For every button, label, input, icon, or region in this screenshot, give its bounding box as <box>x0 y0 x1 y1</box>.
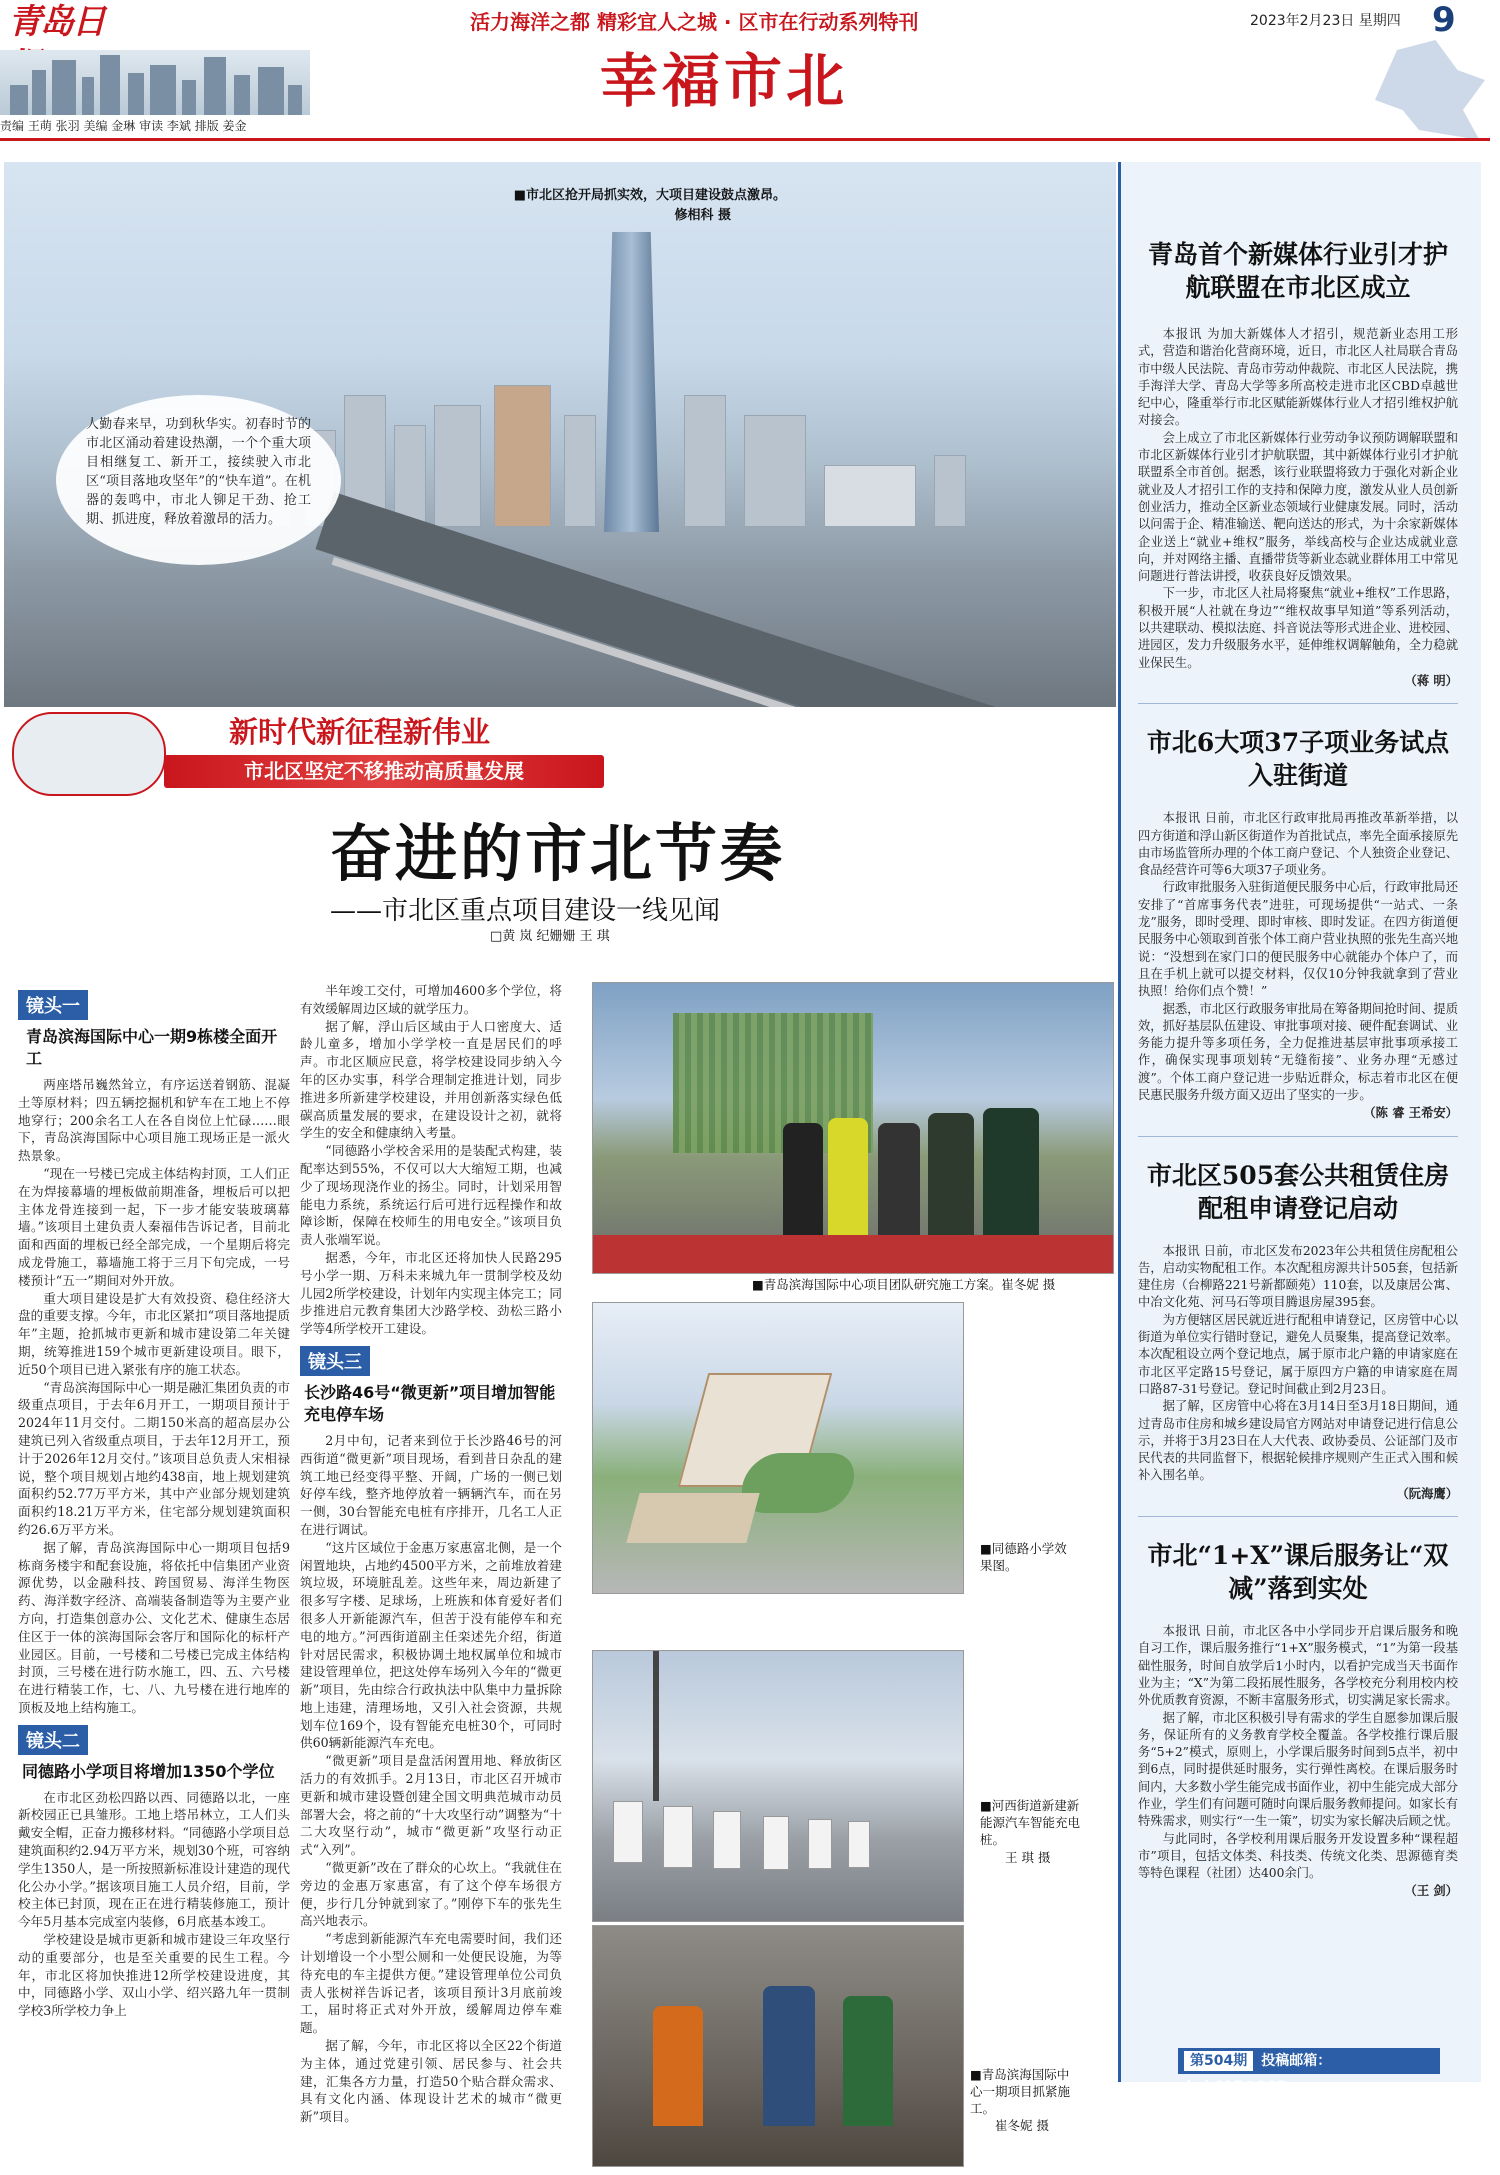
paragraph: 学校建设是城市更新和城市建设三年攻坚行动的重要部分，也是至关重要的民生工程。今年，市北区将加快推进12所学校建设进度，其中，同德路小学、双山小学、绍兴路九年一贯制学校3所学校力争上 <box>18 1932 290 2019</box>
photo-school-rendering <box>592 1302 964 1594</box>
article-column-1 <box>18 990 290 2020</box>
section-tag-3: 镜头三 <box>300 1346 370 1376</box>
paragraph: 半年竣工交付，可增加4600多个学位，将有效缓解周边区域的就学压力。 <box>300 983 562 1016</box>
article-column-2 <box>300 982 562 2126</box>
article-subtitle: ——市北区重点项目建设一线见闻 <box>330 896 721 926</box>
section-body-2-continued <box>300 982 562 1338</box>
header-skyline-image <box>0 50 310 115</box>
header-divider <box>0 138 1490 141</box>
banner-line1: 新时代新征程新伟业 <box>229 715 491 749</box>
paragraph: “青岛滨海国际中心一期是融汇集团负责的市级重点项目，于去年6月开工，一期项目预计于2024年11月交付。二期150米高的超高层办公建筑已列入省级重点项目，于去年12月开工，预计于2026年12月交付。”该项目总负责人宋相禄说，整个项目规划占地约438亩，地上规划建筑面积约52.77万平方米，其中产业部分规划建筑面积约18.21万平方米，住宅部分规划建筑面积约26.6万平方米。 <box>18 1379 290 1537</box>
photo-caption-4: ■青岛滨海国际中心一期项目抓紧施工。 <box>970 2067 1071 2116</box>
paragraph: 本报讯 为加大新媒体人才招引，规范新业态用工形式，营造和谐治化营商环境，近日，市北区人社局联合青岛市中级人民法院、青岛市劳动仲裁院、市北区人民法院，携手海洋大学、青岛大学等多所高校走进市北区CBD卓越世纪中心，隆重举行市北区赋能新媒体行业人才招引维权护航对接会。 <box>1138 327 1458 428</box>
sidebar-news-4-body <box>1138 1623 1458 1882</box>
header-slogan: 活力海洋之都 精彩宜人之城 · 区市在行动系列特刊 <box>470 10 919 34</box>
paragraph: 据了解，今年，市北区将以全区22个街道为主体，通过党建引领、居民参与、社会共建，汇集各方力量，打造50个贴合群众需求、具有文化内涵、体现设计艺术的城市“微更新”项目。 <box>300 2038 562 2125</box>
paragraph: 据悉，今年，市北区还将加快人民路295号小学一期、万科未来城九年一贯制学校及幼儿园2所学校建设，计划年内实现主体完工；同步推进启元教育集团大沙路学校、劲松三路小学等4所学校开工建设。 <box>300 1249 562 1337</box>
sidebar-news-3-body <box>1138 1243 1458 1485</box>
photo-caption-1: ■青岛滨海国际中心项目团队研究施工方案。崔冬妮 摄 <box>752 1277 1056 1292</box>
photo-credit-4: 崔冬妮 摄 <box>995 2118 1049 2133</box>
banner-line2: 市北区坚定不移推动高质量发展 <box>164 755 604 788</box>
section-body-2 <box>18 1789 290 2020</box>
paragraph: 据了解，浮山后区域由于人口密度大、适龄儿童多，增加小学学校一直是居民们的呼声。市北区顺应民意，将学校建设同步纳入今年的区办实事，科学合理制定推进计划，同步推进多所新建学校建设，并用创新落实绿色低碳高质量发展的要求，在建设设计之初，就将学生的安全和健康纳入考量。 <box>300 1018 562 1141</box>
paragraph: “这片区域位于金惠万家惠富北侧，是一个闲置地块，占地约4500平方米，之前堆放着建筑垃圾，环境脏乱差。这些年来，周边新建了很多写字楼、足球场，上班族和体育爱好者们很多人开新能源汽车，但苦于没有能停车和充电的地方。”河西街道副主任栾述先介绍，街道针对居民需求，积极协调土地权属单位和城市建设管理单位，把这处停车场列入今年的“微更新”项目，先由综合行政执法中队集中力量拆除地上违建，清理场地，又引入社会资源，共规划车位169个，设有智能充电桩30个，可同时供60辆新能源汽车充电。 <box>300 1539 562 1751</box>
hero-caption: ■市北区抢开局抓实效，大项目建设鼓点激昂。 <box>513 188 786 203</box>
submission-email[interactable]: 投稿邮箱：sbzk617@163.com <box>1178 2053 1332 2095</box>
sidebar-news-1-signature: （蒋 明） <box>1404 672 1458 688</box>
paragraph: 据了解，区房管中心将在3月14日至3月18日期间，通过青岛市住房和城乡建设局官方网站对申请登记进行信息公示，并将于3月23日在人大代表、政协委员、公证部门及市民代表的共同监督下，根据轮候排序规则产生正式入围和候补入围名单。 <box>1138 1399 1458 1483</box>
paragraph: 在市北区劲松四路以西、同德路以北，一座新校园正已具雏形。工地上塔吊林立，工人们头戴安全帽，正奋力搬移材料。“同德路小学项目总建筑面积约2.94万平方米，规划30个班，可容纳学生1350人，是一所按照新标准设计建造的现代化公办小学。”据该项目施工人员介绍，目前，学校主体已封顶，现在正在进行精装修施工，预计今年5月基本完成室内装修，6月底基本竣工。 <box>18 1789 290 1930</box>
paragraph: “同德路小学校舍采用的是装配式构建，装配率达到55%，不仅可以大大缩短工期，也减少了现场现浇作业的扬尘。同时，计划采用智能电力系统，系统运行后可进行远程操作和故障诊断，保障在校师生的用电安全。”该项目负责人张端军说。 <box>300 1143 562 1248</box>
paragraph: “考虑到新能源汽车充电需要时间，我们还计划增设一个小型公厕和一处便民设施，为等待充电的车主提供方便。”建设管理单位公司负责人张树祥告诉记者，该项目预计3月底前竣工，届时将正式对外开放，缓解周边停车难题。 <box>300 1931 562 2036</box>
paragraph: 两座塔吊巍然耸立，有序运送着钢筋、混凝土等原材料；四五辆挖掘机和铲车在工地上不停地穿行；200余名工人在各自岗位上忙碌……眼下，青岛滨海国际中心项目施工现场正是一派火热景象。 <box>18 1077 290 1164</box>
paragraph: 本报讯 日前，市北区发布2023年公共租赁住房配租公告，启动实物配租工作。本次配租房源共计505套，包括新建住房（台柳路221号新都颐苑）110套，以及康居公寓、中冶文化苑、河马石等项目腾退房屋395套。 <box>1138 1243 1458 1310</box>
photo-caption-3: ■河西街道新建新能源汽车智能充电桩。 <box>980 1798 1081 1847</box>
sidebar-news-4-signature: （王 剑） <box>1404 1883 1458 1899</box>
sidebar-news-1-body <box>1138 326 1458 672</box>
gear-icon <box>12 712 166 796</box>
newspaper-logo: 青岛日 <box>8 2 104 42</box>
paragraph: “微更新”项目是盘活闲置用地、释放街区活力的有效抓手。2月13日，市北区召开城市更新和城市建设暨创建全国文明典范城市动员部署大会，将之前的“十大攻坚行动”调整为“十二大攻坚行动”，城市“微更新”攻坚行动正式“入列”。 <box>300 1753 562 1858</box>
paragraph: 为方便辖区居民就近进行配租申请登记，区房管中心以街道为单位实行错时登记，避免人员聚集，提高登记效率。本次配租设立两个登记地点，属于原市北户籍的申请家庭在市北区平定路15号登记，属于原四方户籍的申请家庭在周口路87-31号登记。登记时间截止到2月23日。 <box>1138 1312 1458 1396</box>
sidebar-news-3-signature: （阮海鹰） <box>1396 1485 1458 1501</box>
photo-construction-team <box>592 982 1114 1274</box>
paragraph: 与此同时，各学校利用课后服务开发设置多种“课程超市”项目，包括文体类、科技类、传统文化类、思源德育类等特色课程（社团）达400余门。 <box>1138 1831 1458 1881</box>
intro-bubble: 人勤春来早，功到秋华实。初春时节的市北区涌动着建设热潮，一个个重大项目相继复工、新开工，接续驶入市北区“项目落地攻坚年”的“快车道”。在机器的轰鸣中，市北人铆足干劲、抢工期、抓进度，释放着激昂的活力。 <box>56 395 341 565</box>
paragraph: 据了解，市北区积极引导有需求的学生自愿参加课后服务，保证所有的义务教育学校全覆盖。各学校推行课后服务“5+2”模式，原则上，小学课后服务时间到5点半，初中到6点，同时提供延时服务，实行弹性离校。在课后服务时间内，大多数小学生能完成书面作业，初中生能完成大部分作业，学生们有问题可随时向课后服务教师提问。如家长有特殊需求，则实行“一生一策”，切实为家长解决后顾之忧。 <box>1138 1710 1458 1829</box>
hero-credit: 修相科 摄 <box>674 208 731 223</box>
paragraph: 行政审批服务入驻街道便民服务中心后，行政审批局还安排了“首席事务代表”进驻，可现场提供“一站式、一条龙”服务，即时受理、即时审核、即时发证。在四方街道便民服务中心领取到首张个体工商户营业执照的张先生高兴地说：“没想到在家门口的便民服务中心就能办个体户了，而且在手机上就可以提交材料，仅仅10分钟我就拿到了营业执照！给你们点个赞！” <box>1138 880 1458 999</box>
sidebar-news-1 <box>1138 238 1458 1900</box>
paragraph: “微更新”改在了群众的心坎上。“我就住在旁边的金惠万家惠富，有了这个停车场很方便，步行几分钟就到家了。”刚停下车的张先生高兴地表示。 <box>300 1860 562 1929</box>
editor-credits: 责编 王萌 张羽 美编 金琳 审读 李斌 排版 姜金 <box>0 119 247 133</box>
issue-number: 第504期 <box>1184 2051 1253 2071</box>
article-byline: □黄 岚 纪姗姗 王 琪 <box>490 929 610 944</box>
page-title: 幸福市北 <box>600 47 849 115</box>
section-tag-2: 镜头二 <box>18 1725 88 1755</box>
sidebar-news-2-body <box>1138 810 1458 1104</box>
sidebar-news-2-signature: （陈 睿 王希安） <box>1363 1105 1458 1121</box>
section-tag-1: 镜头一 <box>18 990 88 1020</box>
paragraph: 本报讯 日前，市北区行政审批局再推改革新举措，以四方街道和浮山新区街道作为首批试点，率先全面承接原先由市场监管所办理的个体工商户登记、个人独资企业登记、食品经营许可等6大项37子项业务。 <box>1138 811 1458 878</box>
article-title: 奋进的市北节奏 <box>330 817 786 890</box>
section-body-3 <box>300 1432 562 2126</box>
paragraph: 会上成立了市北区新媒体行业劳动争议预防调解联盟和市北区新媒体行业引才护航联盟，其中新媒体行业引才护航联盟系全市首创。据悉，该行业联盟将致力于强化对新企业就业及人才招引工作的支持和保障力度，激发从业人员创新创业活力，推动全区新业态领域行业健康发展。同时，活动以问需于企、精准输送、靶向送达的形式，为十余家新媒体企业送上“就业+维权”服务，举线高校与企业达成就业意向，并对网络主播、直播带货等新业态就业群体用工中常见问题进行普法讲授，收获良好反馈效果。 <box>1138 430 1458 584</box>
photo-credit-3: 王 琪 摄 <box>1005 1850 1051 1865</box>
sidebar-news-4-title: 市北“1+X”课后服务让“双减”落到实处 <box>1147 1541 1449 1604</box>
page-number: 9 <box>1432 0 1456 40</box>
section-body-1 <box>18 1076 290 1717</box>
photo-charging-stations <box>592 1650 964 1922</box>
issue-date: 2023年2月23日 星期四 <box>1250 13 1401 29</box>
section-heading-3: 长沙路46号“微更新”项目增加智能充电停车场 <box>304 1382 556 1424</box>
qingdao-map-icon <box>1375 40 1485 140</box>
landmark-tower <box>604 232 659 532</box>
section-heading-1: 青岛滨海国际中心一期9栋楼全面开工 <box>26 1027 278 1068</box>
sidebar-news-1-title: 青岛首个新媒体行业引才护航联盟在市北区成立 <box>1147 240 1448 302</box>
photo-caption-2: ■同德路小学效果图。 <box>980 1541 1067 1573</box>
paragraph: 重大项目建设是扩大有效投资、稳住经济大盘的重要支撑。今年，市北区紧扣“项目落地提质年”主题，抢抓城市更新和城市建设第二年关键期，统筹推进159个城市更新建设项目。眼下，近50个项目已进入紧张有序的施工状态。 <box>18 1290 290 1377</box>
photo-workers <box>592 1925 964 2167</box>
sidebar-news-2-title: 市北6大项37子项业务试点入驻街道 <box>1146 728 1450 791</box>
paragraph: 下一步，市北区人社局将聚焦“就业+维权”工作思路，积极开展“人社就在身边”“维权故事早知道”等系列活动，以共建联动、模拟法庭、抖音说法等形式进企业、进校园、进园区，发力升级服务水平，延伸维权调解触角，全力稳就业保民生。 <box>1138 586 1458 670</box>
paragraph: 本报讯 日前，市北区各中小学同步开启课后服务和晚自习工作，课后服务推行“1+X”服务模式，“1”为第一段基础性服务，时间自放学后1小时内，以看护完成当天书面作业为主；“X”为第二段拓展性服务，各学校充分利用校内校外优质教育资源，不断丰富服务形式，切实满足家长需求。 <box>1138 1624 1458 1708</box>
section-heading-2: 同德路小学项目将增加1350个学位 <box>22 1761 275 1781</box>
paragraph: 据悉，市北区行政服务审批局在筹备期间抢时间、提质效，抓好基层队伍建设、审批事项对接、硬件配套调试、业务能力提升等多项任务，全力促推进基层审批事项承接工作，确保实现事项划转“无缝衔接”、业务办理“无感过渡”。个体工商户登记进一步贴近群众，标志着市北区在便民惠民服务升级方面又迈出了坚实的一步。 <box>1138 1001 1458 1102</box>
series-banner <box>4 706 644 794</box>
paragraph: 2月中旬，记者来到位于长沙路46号的河西街道“微更新”项目现场，看到昔日杂乱的建筑工地已经变得平整、开阔，广场的一侧已划好停车线，整齐地停放着一辆辆汽车，而在另一侧，30台智能充电桩有序排开，几名工人正在进行调试。 <box>300 1432 562 1537</box>
paragraph: “现在一号楼已完成主体结构封顶，工人们正在为焊接幕墙的埋板做前期准备，埋板后可以把主体龙骨连接到一起，下一步才能安装玻璃幕墙。”该项目土建负责人秦福伟告诉记者，目前北面和西面的埋板已经全部完成，一个星期后将完成龙骨施工，幕墙施工将于三月下旬完成，一号楼预计“五一”期间对外开放。 <box>18 1165 290 1288</box>
sidebar-news-3-title: 市北区505套公共租赁住房配租申请登记启动 <box>1146 1160 1450 1223</box>
submission-footer <box>1178 2048 1440 2095</box>
paragraph: 据了解，青岛滨海国际中心一期项目包括9栋商务楼宇和配套设施，将依托中信集团产业资源优势，以金融科技、跨国贸易、海洋生物医药、海洋数字经济、高端装备制造等为主要产业方向，打造集创意办公、文化艺术、健康生态居住区于一体的滨海国际会客厅和国际化的标杆产业园区。目前，一号楼和二号楼已完成主体结构封顶，三号楼在进行防水施工，四、五、六号楼在进行精装工作，七、八、九号楼在进行地库的顶板及地上结构施工。 <box>18 1539 290 1715</box>
